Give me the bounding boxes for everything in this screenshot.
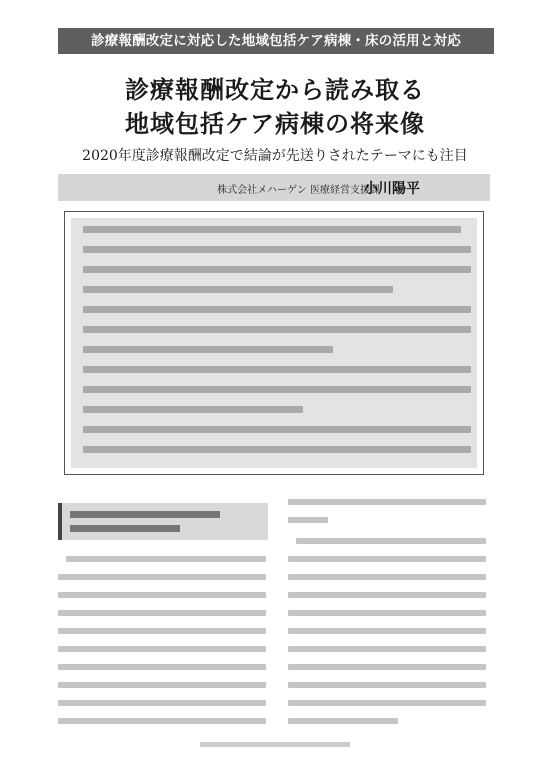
- lead-summary-box: [64, 211, 484, 475]
- body-text-line: [58, 682, 266, 688]
- lead-text-line: [83, 386, 471, 393]
- body-text-line: [58, 574, 266, 580]
- lead-text-line: [83, 406, 303, 413]
- body-text-line: [288, 664, 486, 670]
- footer-running-text: [200, 742, 350, 747]
- body-text-line: [58, 664, 266, 670]
- lead-text-line: [83, 286, 393, 293]
- lead-text-line: [83, 446, 471, 453]
- lead-text-line: [83, 346, 333, 353]
- lead-text-line: [83, 306, 471, 313]
- article-title-line-2: 地域包括ケア病棟の将来像: [125, 109, 425, 138]
- body-text-line: [288, 592, 486, 598]
- body-text-line: [58, 628, 266, 634]
- article-subtitle: 2020年度診療報酬改定で結論が先送りされたテーマにも注目: [82, 148, 468, 164]
- body-text-line: [288, 499, 486, 505]
- body-text-line: [58, 592, 266, 598]
- series-header: 診療報酬改定に対応した地域包括ケア病棟・床の活用と対応: [58, 28, 494, 54]
- body-text-line: [296, 538, 486, 544]
- lead-text-line: [83, 266, 471, 273]
- lead-text-line: [83, 226, 461, 233]
- lead-text-line: [83, 246, 471, 253]
- article-title-line-1: 診療報酬改定から読み取る: [125, 75, 425, 104]
- author-organization: 株式会社メハーゲン 医療経営支援課: [217, 185, 380, 196]
- body-text-line: [288, 556, 486, 562]
- body-text-line: [58, 718, 266, 724]
- body-text-line: [58, 700, 266, 706]
- body-text-line: [58, 646, 266, 652]
- body-text-line: [66, 556, 266, 562]
- body-text-line: [58, 610, 266, 616]
- body-text-line: [288, 628, 486, 634]
- body-text-line: [288, 682, 486, 688]
- lead-summary-background: [71, 218, 477, 468]
- body-text-line: [288, 700, 486, 706]
- lead-text-line: [83, 366, 471, 373]
- body-text-line: [288, 646, 486, 652]
- section-subheading: [58, 503, 268, 540]
- author-bar: [58, 174, 490, 201]
- subheading-text-line: [70, 511, 220, 518]
- lead-text-line: [83, 326, 471, 333]
- body-text-line: [288, 517, 328, 523]
- subheading-text-line: [70, 525, 180, 532]
- lead-text-line: [83, 426, 471, 433]
- author-name: 小川陽平: [364, 181, 420, 197]
- body-text-line: [288, 574, 486, 580]
- body-text-line: [288, 718, 398, 724]
- body-text-line: [288, 610, 486, 616]
